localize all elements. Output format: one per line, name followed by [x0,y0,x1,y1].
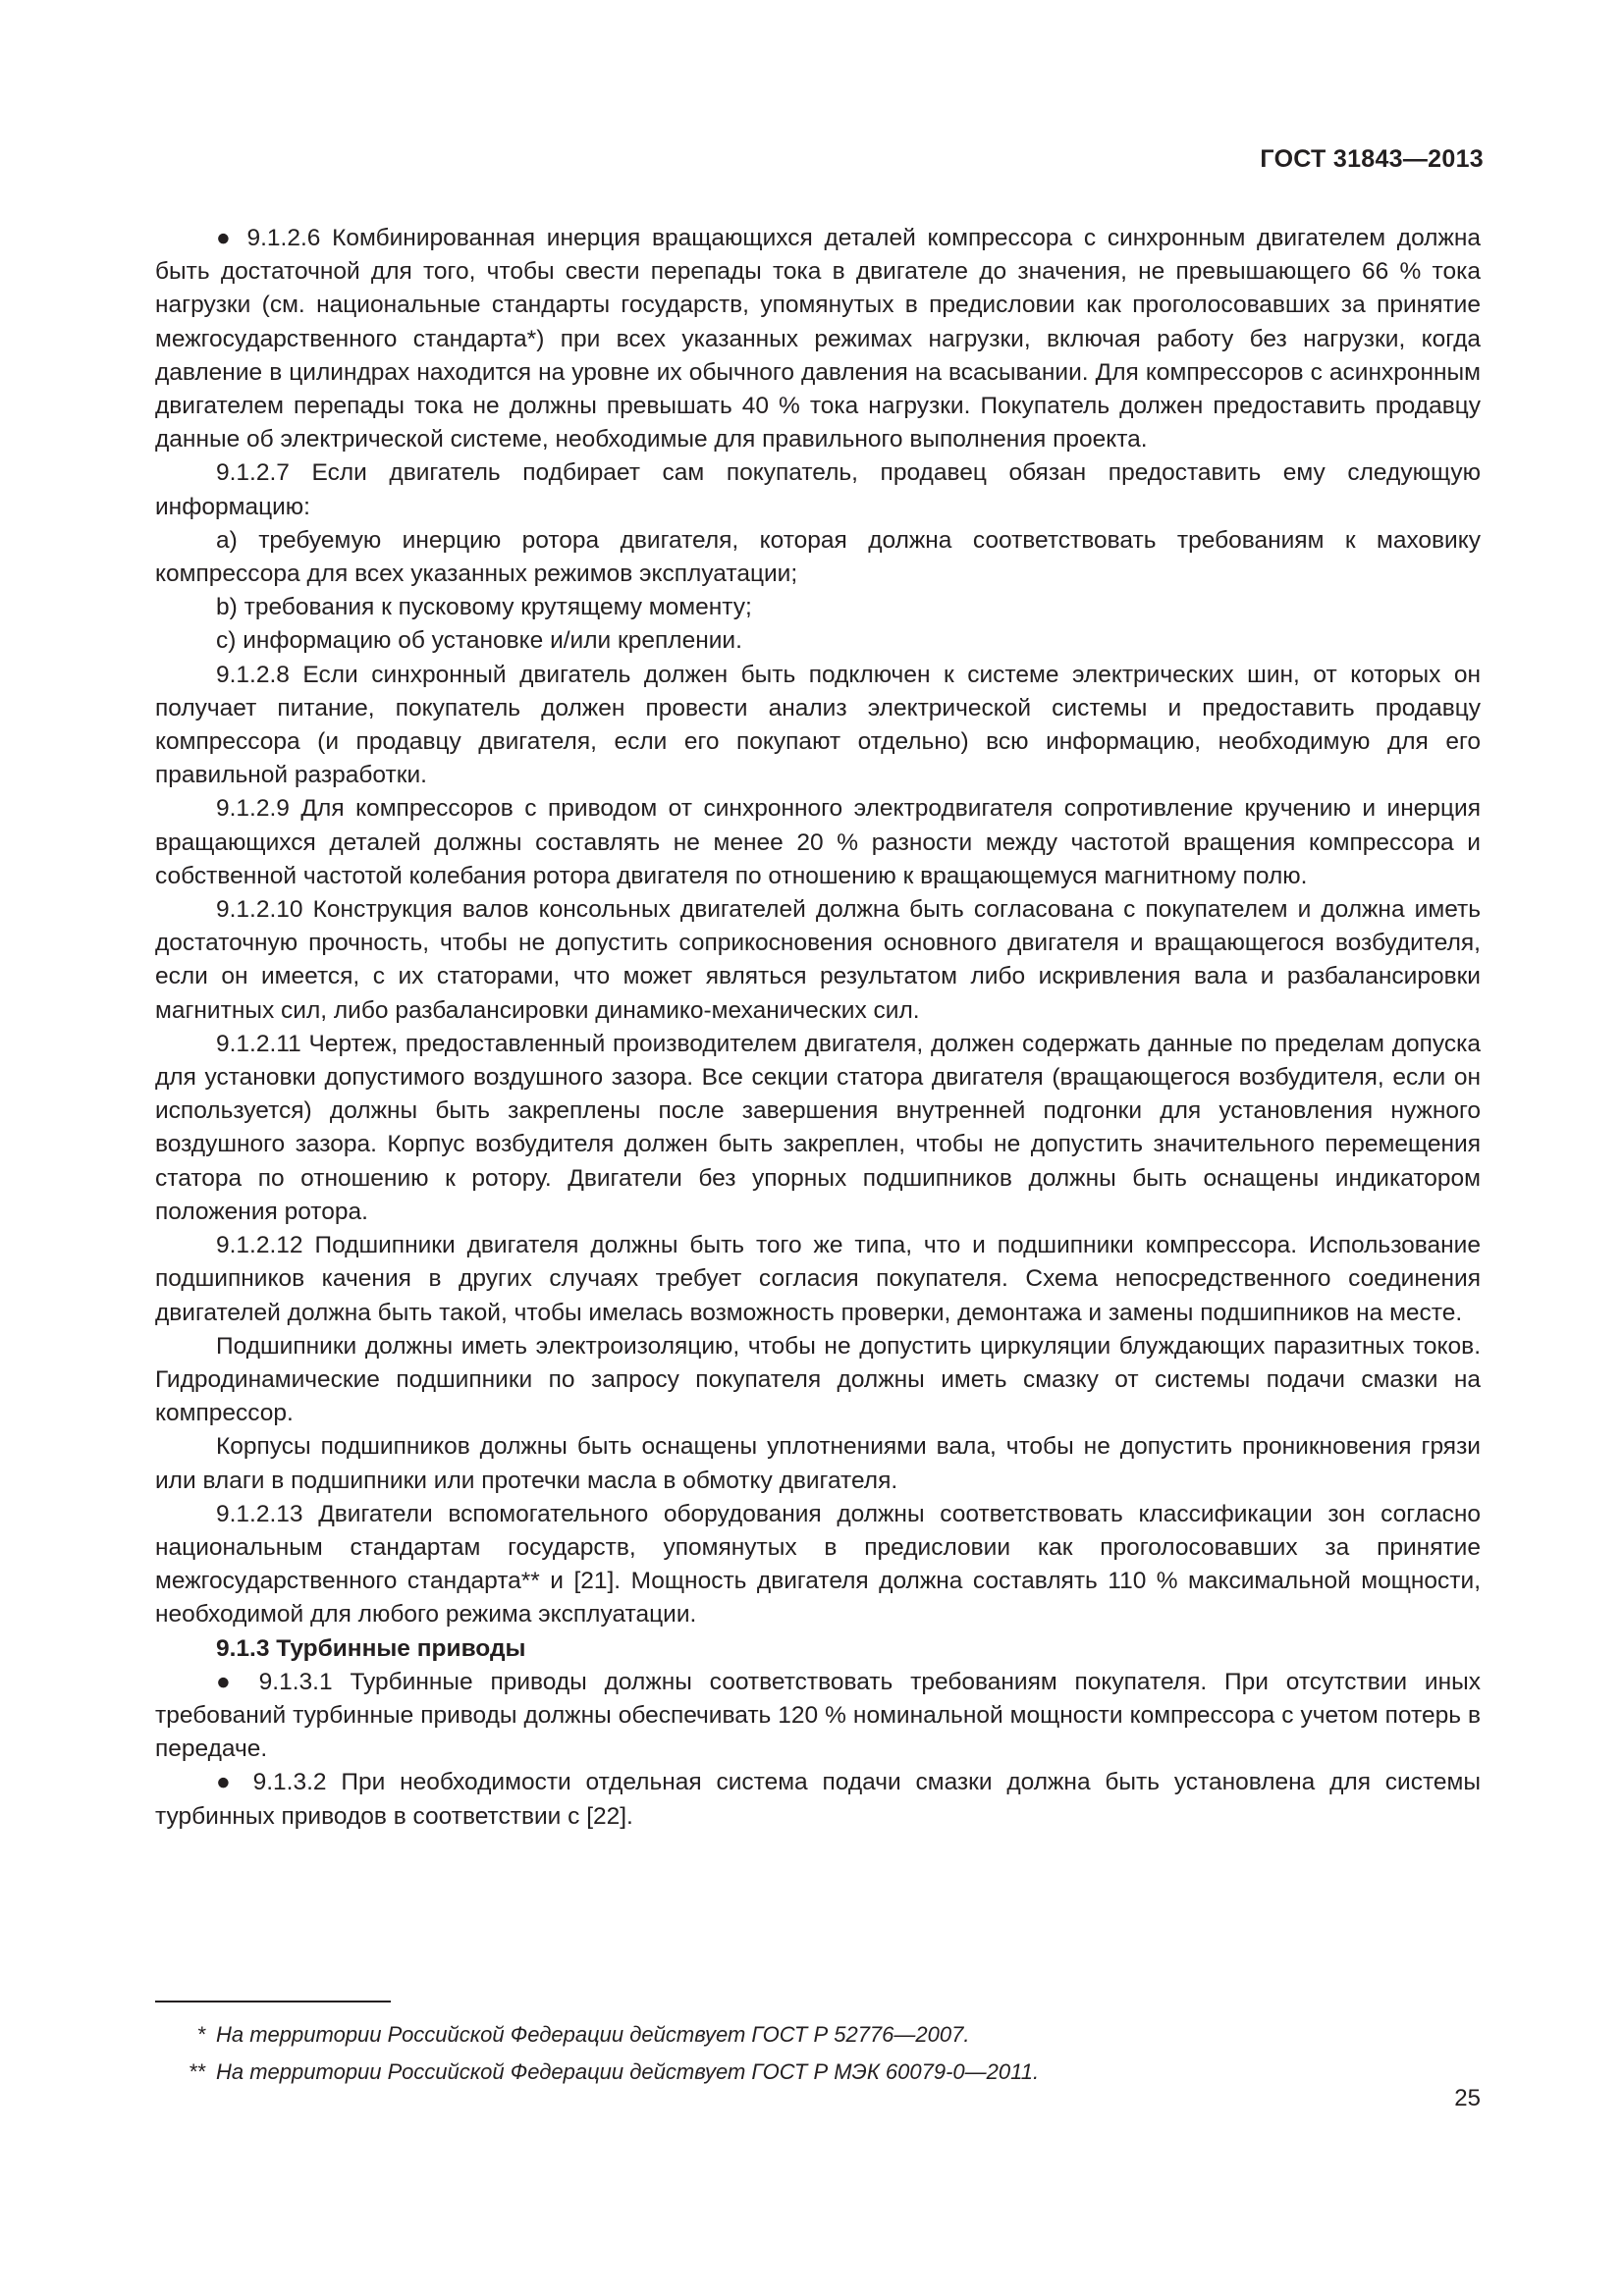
document-body [155,222,1481,1834]
footnote-divider [155,2001,391,2002]
footnote-text: На территории Российской Федерации действует ГОСТ Р МЭК 60079-0—2011. [216,2059,1040,2084]
footnote-text: На территории Российской Федерации действует ГОСТ Р 52776—2007. [216,2022,970,2047]
paragraph-9-1-2-12: 9.1.2.12 Подшипники двигателя должны быть того же типа, что и подшипники компрессора. Использование подшипников качения в других случаях требует согласия покупателя. Схема непосредственного соединения двигателей должна быть такой, чтобы имелась возможность проверки, демонтажа и замены подшипников на месте. [155,1232,1481,1326]
paragraph-9-1-3-2: ● 9.1.3.2 При необходимости отдельная система подачи смазки должна быть установлена для системы турбинных приводов в соответствии с [22]. [155,1769,1481,1830]
paragraph-9-1-2-11: 9.1.2.11 Чертеж, предоставленный производителем двигателя, должен содержать данные по пределам допуска для установки допустимого воздушного зазора. Все секции статора двигателя (вращающегося возбудителя, если он используется) должны быть закреплены после завершения внутренней подгонки для установления нужного воздушного зазора. Корпус возбудителя должен быть закреплен, чтобы не допустить значительного перемещения статора по отношению к ротору. Двигатели без упорных подшипников должны быть оснащены индикатором положения ротора. [155,1030,1481,1225]
paragraph-9-1-3-1: ● 9.1.3.1 Турбинные приводы должны соответствовать требованиям покупателя. При отсутствии иных требований турбинные приводы должны обеспечивать 120 % номинальной мощности компрессора с учетом потерь в передаче. [155,1668,1481,1763]
paragraph-9-1-2-9: 9.1.2.9 Для компрессоров с приводом от синхронного электродвигателя сопротивление кручению и инерция вращающихся деталей должны составлять не менее 20 % разности между частотой вращения компрессора и собственной частотой колебания ротора двигателя по отношению к вращающемуся магнитному полю. [155,795,1481,889]
section-heading-9-1-3: 9.1.3 Турбинные приводы [216,1634,526,1662]
list-item-c: c) информацию об установке и/или креплении. [216,627,742,655]
standard-id: ГОСТ 31843—2013 [1260,145,1484,173]
footnote-mark: ** [189,2059,206,2084]
paragraph-bearing-housings: Корпусы подшипников должны быть оснащены уплотнениями вала, чтобы не допустить проникновения грязи или влаги в подшипники или протечки масла в обмотку двигателя. [155,1433,1481,1494]
footnote-2 [155,2054,1432,2091]
footnote-mark: * [197,2022,206,2047]
list-item-a: a) требуемую инерцию ротора двигателя, которая должна соответствовать требованиям к маховику компрессора для всех указанных режимов эксплуатации; [155,526,1481,588]
page-number: 25 [1454,2085,1481,2111]
document-header [1260,145,1484,174]
paragraph-9-1-2-7: 9.1.2.7 Если двигатель подбирает сам покупатель, продавец обязан предоставить ему следующую информацию: [155,459,1481,520]
paragraph-9-1-2-8: 9.1.2.8 Если синхронный двигатель должен быть подключен к системе электрических шин, от которых он получает питание, покупатель должен провести анализ электрической системы и предоставить продавцу компрессора (и продавцу двигателя, если его покупают отдельно) всю информацию, необходимую для его правильной разработки. [155,661,1481,789]
footnotes [155,2016,1432,2091]
paragraph-bearing-insulation: Подшипники должны иметь электроизоляцию, чтобы не допустить циркуляции блуждающих паразитных токов. Гидродинамические подшипники по запросу покупателя должны иметь смазку от системы подачи смазки на компрессор. [155,1332,1481,1427]
paragraph-9-1-2-13: 9.1.2.13 Двигатели вспомогательного оборудования должны соответствовать классификации зон согласно национальным стандартам государств, упомянутых в предисловии как проголосовавших за принятие межгосударственного стандарта** и [21]. Мощность двигателя должна составлять 110 % максимальной мощности, необходимой для любого режима эксплуатации. [155,1500,1481,1629]
paragraph-9-1-2-6: ● 9.1.2.6 Комбинированная инерция вращающихся деталей компрессора с синхронным двигателем должна быть достаточной для того, чтобы свести перепады тока в двигателе до значения, не превышающего 66 % тока нагрузки (см. национальные стандарты государств, упомянутых в предисловии как проголосовавших за принятие межгосударственного стандарта*) при всех указанных режимах нагрузки, включая работу без нагрузки, когда давление в цилиндрах находится на уровне их обычного давления на всасывании. Для компрессоров с асинхронным двигателем перепады тока не должны превышать 40 % тока нагрузки. Покупатель должен предоставить продавцу данные об электрической системе, необходимые для правильного выполнения проекта. [155,225,1481,454]
list-item-b: b) требования к пусковому крутящему моменту; [216,594,752,621]
paragraph-9-1-2-10: 9.1.2.10 Конструкция валов консольных двигателей должна быть согласована с покупателем и должна иметь достаточную прочность, чтобы не допустить соприкосновения основного двигателя и вращающегося возбудителя, если он имеется, с их статорами, что может являться результатом либо искривления вала и разбалансировки магнитных сил, либо разбалансировки динамико-механических сил. [155,896,1481,1024]
footnote-1 [155,2016,1432,2054]
